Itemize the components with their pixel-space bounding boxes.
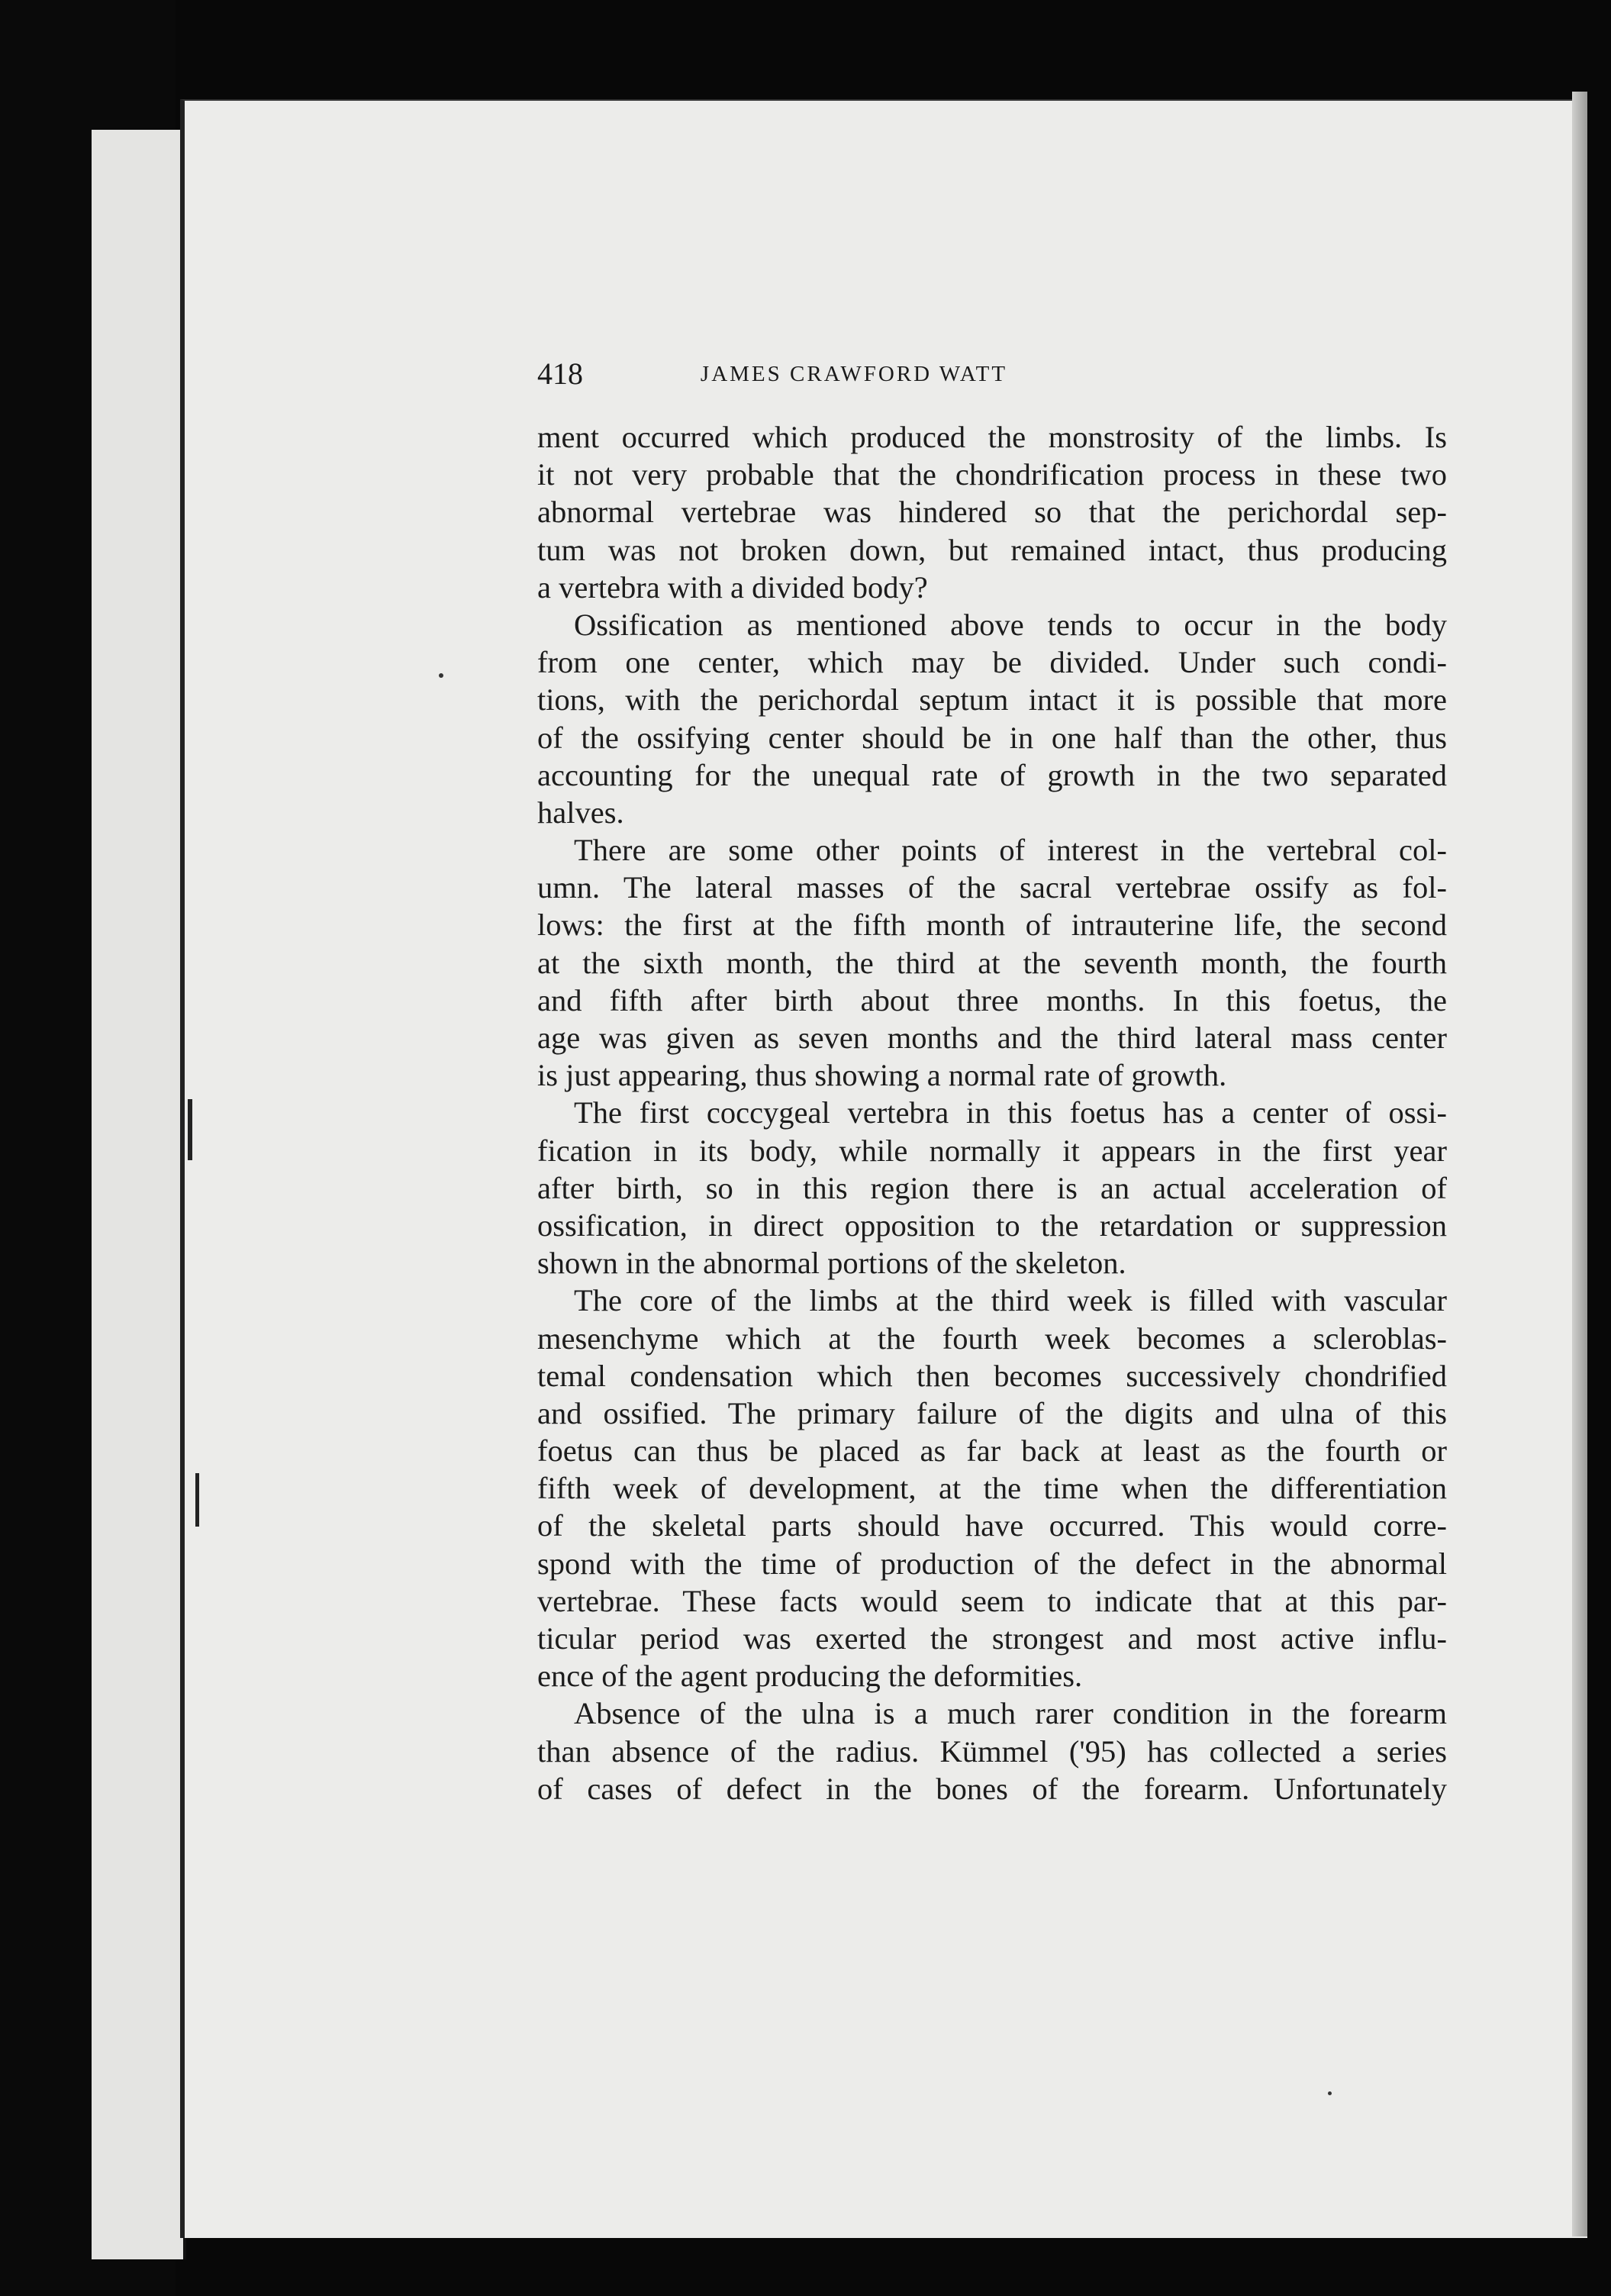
binding-edge <box>92 130 186 2259</box>
scan-speck <box>439 673 443 678</box>
text-line: abnormal vertebrae was hindered so that the perichordal sep- <box>537 495 1447 530</box>
text-line: halves. <box>537 795 624 830</box>
text-line: of cases of defect in the bones of the forearm. Unfortunately <box>537 1771 1447 1806</box>
text-line: age was given as seven months and the third lateral mass center <box>537 1021 1447 1055</box>
binding-mark <box>195 1473 199 1527</box>
text-line: ence of the agent producing the deformities. <box>537 1659 1083 1694</box>
text-line: Absence of the ulna is a much rarer condition in the forearm <box>574 1696 1447 1731</box>
text-line: fication in its body, while normally it appears in the first year <box>537 1133 1447 1168</box>
text-line: accounting for the unequal rate of growth in the two separated <box>537 757 1447 792</box>
text-line: tions, with the perichordal septum intact it is possible that more <box>537 682 1447 718</box>
text-line: The core of the limbs at the third week is filled with vascular <box>574 1283 1447 1318</box>
text-line: Ossification as mentioned above tends to occur in the body <box>574 607 1447 642</box>
running-head: JAMES CRAWFORD WATT <box>700 362 1008 386</box>
text-line: ossification, in direct opposition to the retardation or suppression <box>537 1208 1447 1243</box>
text-line: than absence of the radius. Kümmel ('95) has collected a series <box>537 1733 1447 1769</box>
text-line: it not very probable that the chondrification process in these two <box>537 457 1447 492</box>
text-line: lows: the first at the fifth month of intrauterine life, the second <box>537 908 1447 943</box>
text-line: of the skeletal parts should have occurred. This would corre- <box>537 1508 1447 1543</box>
text-line: from one center, which may be divided. Under such condi- <box>537 645 1447 680</box>
text-line: vertebrae. These facts would seem to indicate that at this par- <box>537 1583 1447 1618</box>
page-header <box>537 351 1171 397</box>
text-line: at the sixth month, the third at the seventh month, the fourth <box>537 945 1447 980</box>
text-line: after birth, so in this region there is an actual acceleration of <box>537 1170 1447 1205</box>
text-line: ticular period was exerted the strongest and most active influ- <box>537 1621 1447 1656</box>
text-line: of the ossifying center should be in one half than the other, thus <box>537 720 1447 755</box>
text-line: fifth week of development, at the time when the differentiation <box>537 1471 1447 1506</box>
text-line: spond with the time of production of the defect in the abnormal <box>537 1546 1447 1581</box>
text-line: a vertebra with a divided body? <box>537 569 928 605</box>
text-line: ment occurred which produced the monstrosity of the limbs. Is <box>537 420 1447 454</box>
scan-speck <box>1328 2091 1332 2095</box>
text-line: and ossified. The primary failure of the digits and ulna of this <box>537 1395 1447 1430</box>
text-line: shown in the abnormal portions of the skeleton. <box>537 1246 1126 1281</box>
page-number: 418 <box>537 356 583 391</box>
binding-mark <box>188 1099 192 1160</box>
text-line: There are some other points of interest in the vertebral col- <box>574 833 1447 868</box>
text-line: mesenchyme which at the fourth week becomes a scleroblas- <box>537 1321 1447 1356</box>
text-line: temal condensation which then becomes successively chondrified <box>537 1358 1447 1393</box>
text-line: The first coccygeal vertebra in this foetus has a center of ossi- <box>574 1095 1447 1130</box>
page-right-edge <box>1572 92 1587 2236</box>
text-line: is just appearing, thus showing a normal rate of growth. <box>537 1058 1227 1093</box>
text-line: foetus can thus be placed as far back at least as the fourth or <box>537 1433 1447 1469</box>
text-line: and fifth after birth about three months. In this foetus, the <box>537 982 1447 1017</box>
body-text <box>537 418 1447 1807</box>
text-line: tum was not broken down, but remained intact, thus producing <box>537 532 1447 567</box>
text-line: umn. The lateral masses of the sacral vertebrae ossify as fol- <box>537 870 1447 905</box>
